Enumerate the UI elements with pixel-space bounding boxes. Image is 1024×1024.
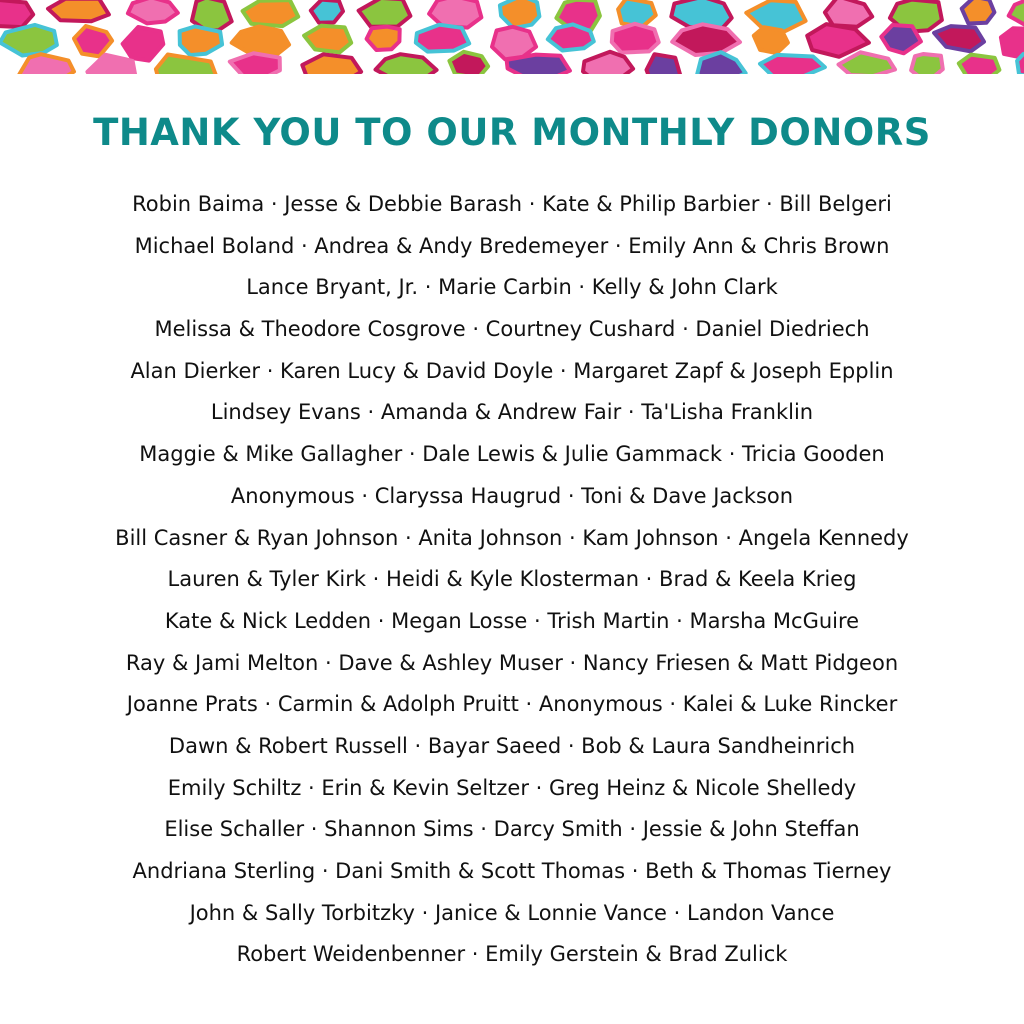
page-title: THANK YOU TO OUR MONTHLY DONORS xyxy=(93,111,931,154)
mosaic-tile xyxy=(1001,28,1024,58)
mosaic-tile xyxy=(959,55,1000,74)
donor-line: Bill Casner & Ryan Johnson · Anita Johnson · Kam Johnson · Angela Kennedy xyxy=(115,525,909,550)
donor-line: Emily Schiltz · Erin & Kevin Seltzer · Greg Heinz & Nicole Shelledy xyxy=(167,775,857,800)
donor-line: Lance Bryant, Jr. · Marie Carbin · Kelly & John Clark xyxy=(246,275,778,300)
mosaic-tile xyxy=(74,26,112,56)
donor-line: Maggie & Mike Gallagher · Dale Lewis & Julie Gammack · Tricia Gooden xyxy=(139,442,885,467)
mosaic-tile xyxy=(302,54,361,74)
mosaic-banner xyxy=(0,0,1024,74)
mosaic-tile xyxy=(647,54,681,74)
mosaic-tile xyxy=(881,25,921,53)
donor-line: Robin Baima · Jesse & Debbie Barash · Kate & Philip Barbier · Bill Belgeri xyxy=(132,192,892,216)
mosaic-tile xyxy=(612,24,659,53)
mosaic-tile xyxy=(123,27,164,61)
mosaic-tile xyxy=(0,0,33,27)
mosaic-tile xyxy=(934,26,984,51)
donor-line: Elise Schaller · Shannon Sims · Darcy Smith · Jessie & John Steffan xyxy=(164,817,860,842)
mosaic-tile xyxy=(1017,54,1024,74)
mosaic-tile xyxy=(760,55,825,74)
mosaic-tile xyxy=(230,53,280,74)
mosaic-tile xyxy=(243,0,299,26)
donor-line: Michael Boland · Andrea & Andy Bredemeyer · Emily Ann & Chris Brown xyxy=(134,233,890,258)
mosaic-tile xyxy=(500,0,540,28)
donor-line: Lauren & Tyler Kirk · Heidi & Kyle Klosterman · Brad & Keela Krieg xyxy=(167,567,857,592)
mosaic-tile xyxy=(1009,0,1024,25)
donor-line: Kate & Nick Ledden · Megan Losse · Trish Martin · Marsha McGuire xyxy=(164,608,860,633)
donor-line: Lindsey Evans · Amanda & Andrew Fair · Ta'Lisha Franklin xyxy=(210,400,814,425)
mosaic-tile xyxy=(416,25,469,52)
donor-line: Dawn & Robert Russell · Bayar Saeed · Bob & Laura Sandheinrich xyxy=(168,733,856,758)
mosaic-tile xyxy=(0,25,57,56)
donor-list xyxy=(0,184,1024,976)
donor-line: Andriana Sterling · Dani Smith & Scott Thomas · Beth & Thomas Tierney xyxy=(132,859,892,883)
donor-line: Joanne Prats · Carmin & Adolph Pruitt · Anonymous · Kalei & Luke Rincker xyxy=(126,692,898,717)
mosaic-tile xyxy=(48,0,109,21)
mosaic-tile xyxy=(507,55,570,74)
mosaic-tile xyxy=(156,55,217,75)
mosaic-tile xyxy=(311,0,343,23)
donor-line: Ray & Jami Melton · Dave & Ashley Muser · Nancy Friesen & Matt Pidgeon xyxy=(125,650,899,675)
mosaic-tile xyxy=(376,54,437,74)
donor-line: Anonymous · Claryssa Haugrud · Toni & Dave Jackson xyxy=(230,483,794,508)
mosaic-tile xyxy=(911,54,943,74)
mosaic-tile xyxy=(962,0,995,23)
mosaic-tile xyxy=(19,54,74,74)
donor-line: Melissa & Theodore Cosgrove · Courtney Cushard · Daniel Diedriech xyxy=(154,317,870,342)
mosaic-tile xyxy=(128,0,178,23)
mosaic-tile xyxy=(367,27,400,50)
mosaic-tile xyxy=(304,26,351,53)
donor-line: John & Sally Torbitzky · Janice & Lonnie Vance · Landon Vance xyxy=(189,900,835,925)
mosaic-tile xyxy=(839,52,896,74)
mosaic-tile xyxy=(825,0,872,27)
mosaic-tile xyxy=(583,52,633,74)
donor-line: Robert Weidenbenner · Emily Gerstein & Brad Zulick xyxy=(236,942,788,967)
mosaic-tile xyxy=(180,26,223,55)
mosaic-tile xyxy=(548,24,594,50)
donor-line: Alan Dierker · Karen Lucy & David Doyle · Margaret Zapf & Joseph Epplin xyxy=(130,358,894,383)
mosaic-tile xyxy=(359,0,411,27)
mosaic-tile xyxy=(672,24,740,55)
mosaic-tile xyxy=(232,27,289,57)
colorful-mosaic-pattern-icon xyxy=(0,0,1024,74)
mosaic-tile xyxy=(449,52,488,74)
mosaic-tile xyxy=(754,27,788,53)
mosaic-tile xyxy=(746,0,805,32)
